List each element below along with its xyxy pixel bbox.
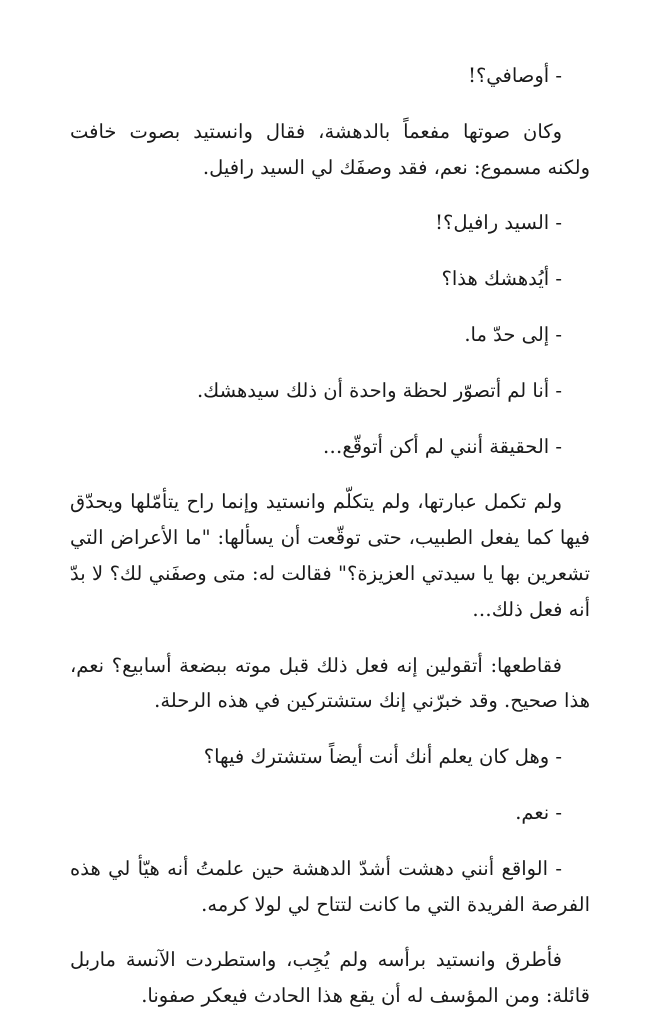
paragraph: وكان صوتها مفعماً بالدهشة، فقال وانستيد بصوت خافت ولكنه مسموع: نعم، فقد وصفَك لي السيد رافيل. [70, 119, 590, 179]
paragraph: - الحقيقة أنني لم أكن أتوقّع… [322, 434, 562, 458]
paragraph: - نعم. [515, 800, 562, 824]
paragraph: فأطرق وانستيد برأسه ولم يُجِب، واستطردت الآنسة ماربل قائلة: ومن المؤسف له أن يقع هذا الحادث فيعكر صفونا. [70, 948, 590, 1008]
paragraph: ولم تكمل عبارتها، ولم يتكلّم وانستيد وإنما راح يتأمّلها ويحدّق فيها كما يفعل الطبيب، حتى توقّعت أن يسألها: "ما الأعراض التي تشعرين بها يا سيدتي العزيزة؟" فقالت له: متى وصفَني لك؟ لا بدّ أنه فعل ذلك… [70, 490, 590, 621]
body-text [70, 58, 590, 1034]
paragraph: - وهل كان يعلم أنك أنت أيضاً ستشترك فيها؟ [203, 745, 562, 769]
paragraph: - إلى حدّ ما. [464, 322, 562, 346]
paragraph: - الواقع أنني دهشت أشدّ الدهشة حين علمتُ أنه هيّأ لي هذه الفرصة الفريدة التي ما كانت لتتاح لي لولا كرمه. [70, 856, 590, 916]
paragraph: - أوصافي؟! [468, 64, 562, 87]
paragraph: - أنا لم أتصوّر لحظة واحدة أن ذلك سيدهشك. [196, 378, 562, 402]
paragraph: - السيد رافيل؟! [435, 211, 562, 235]
paragraph: - أيُدهشك هذا؟ [441, 267, 562, 291]
paragraph: فقاطعها: أتقولين إنه فعل ذلك قبل موته ببضعة أسابيع؟ نعم، هذا صحيح. وقد خبرّني إنك ستشتركين في هذه الرحلة. [70, 653, 590, 713]
